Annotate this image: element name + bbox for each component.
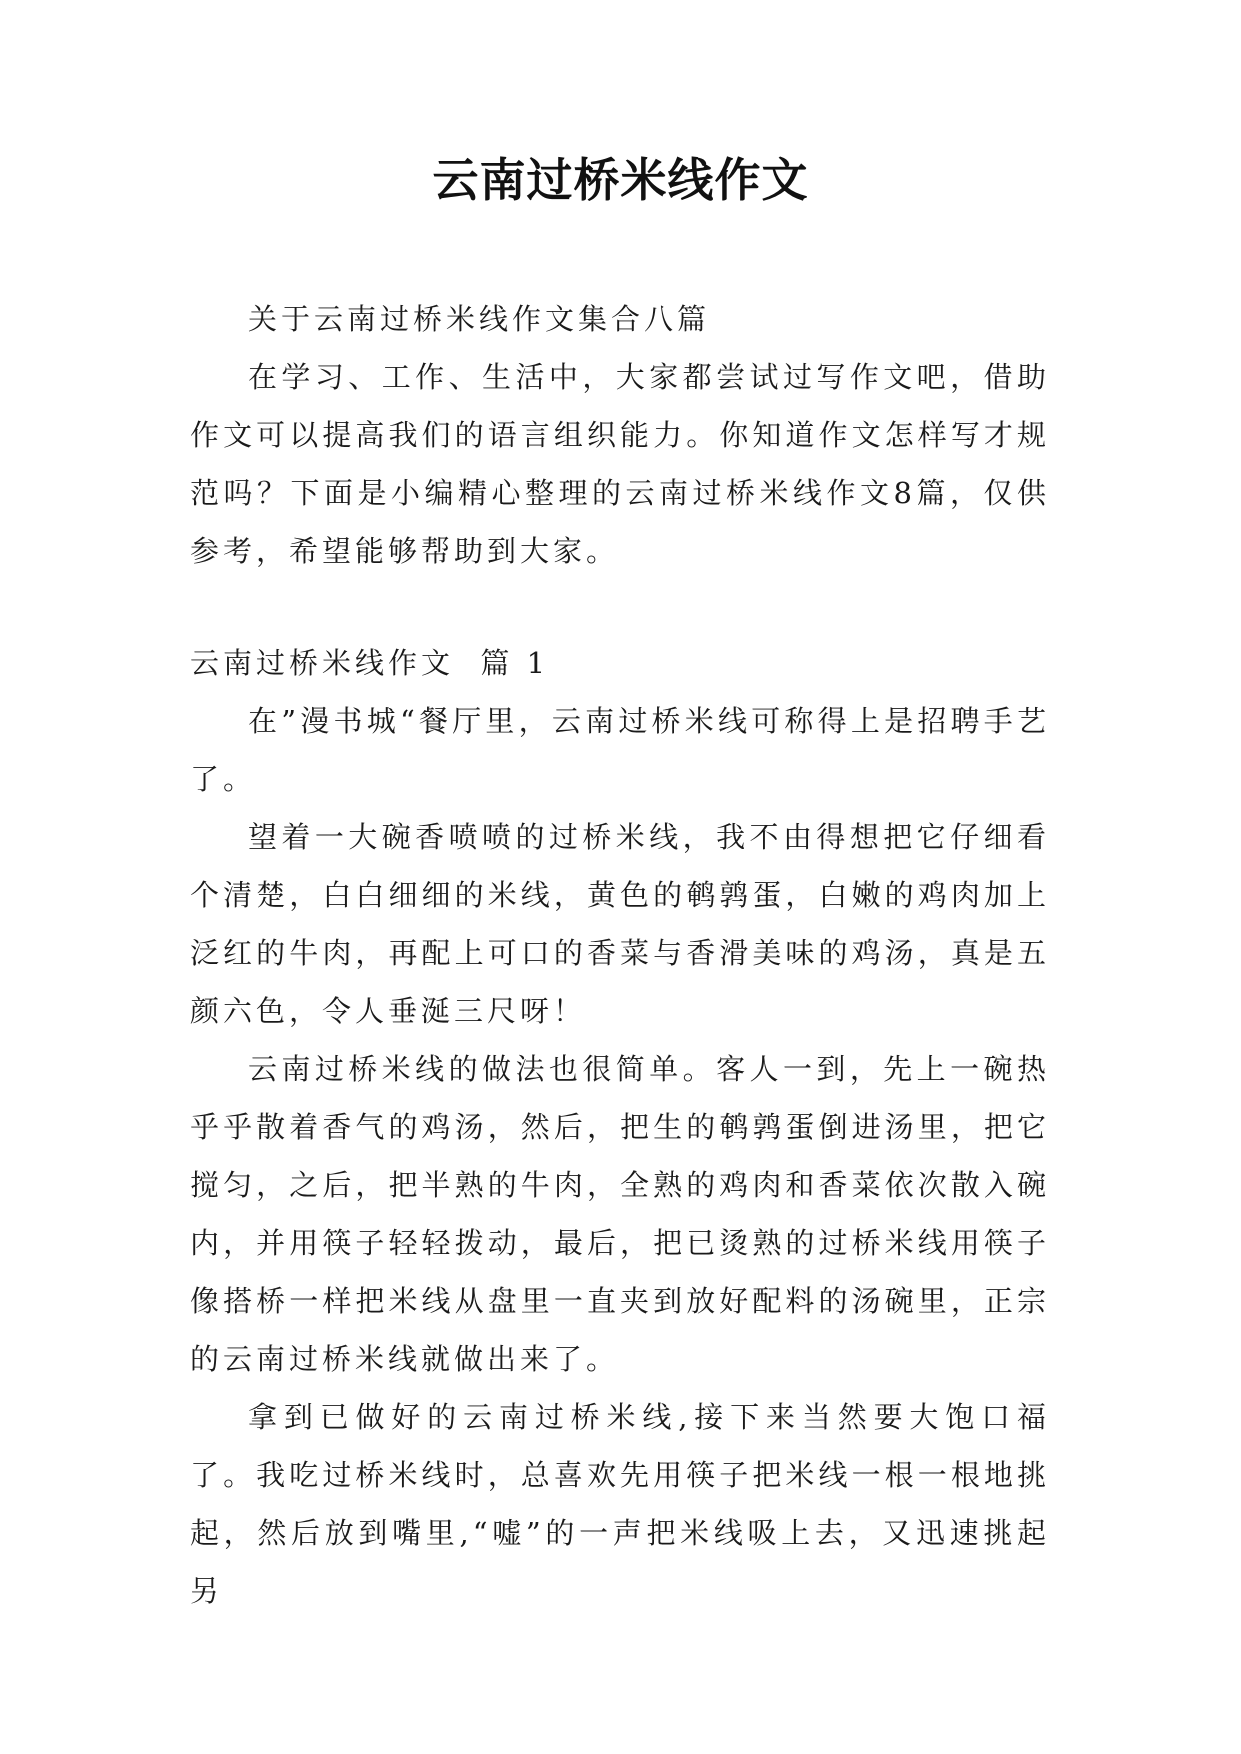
section-heading: 云南过桥米线作文 篇 1: [190, 646, 550, 680]
intro-paragraph: 在学习、工作、生活中，大家都尝试过写作文吧，借助作文可以提高我们的语言组织能力。你知道作文怎样写才规范吗？下面是小编精心整理的云南过桥米线作文8篇，仅供参考，希望能够帮助到大家。: [190, 360, 1050, 568]
intro-heading: 关于云南过桥米线作文集合八篇: [248, 302, 711, 336]
paragraph: 云南过桥米线的做法也很简单。客人一到，先上一碗热乎乎散着香气的鸡汤，然后，把生的鹌鹑蛋倒进汤里，把它搅匀，之后，把半熟的牛肉，全熟的鸡肉和香菜依次散入碗内，并用筷子轻轻拨动，最后，把已烫熟的过桥米线用筷子像搭桥一样把米线从盘里一直夹到放好配料的汤碗里，正宗的云南过桥米线就做出来了。: [190, 1052, 1050, 1376]
section-body: [190, 692, 1050, 1620]
paragraph: 望着一大碗香喷喷的过桥米线，我不由得想把它仔细看个清楚，白白细细的米线，黄色的鹌鹑蛋，白嫩的鸡肉加上泛红的牛肉，再配上可口的香菜与香滑美味的鸡汤，真是五颜六色，令人垂涎三尺呀！: [190, 820, 1050, 1028]
paragraph: 拿到已做好的云南过桥米线,接下来当然要大饱口福了。我吃过桥米线时，总喜欢先用筷子把米线一根一根地挑起，然后放到嘴里,“嘘”的一声把米线吸上去，又迅速挑起另: [190, 1400, 1050, 1608]
intro-section: [190, 348, 1050, 580]
document-title: 云南过桥米线作文: [432, 153, 809, 207]
paragraph: 在”漫书城“餐厅里，云南过桥米线可称得上是招聘手艺了。: [190, 704, 1050, 796]
